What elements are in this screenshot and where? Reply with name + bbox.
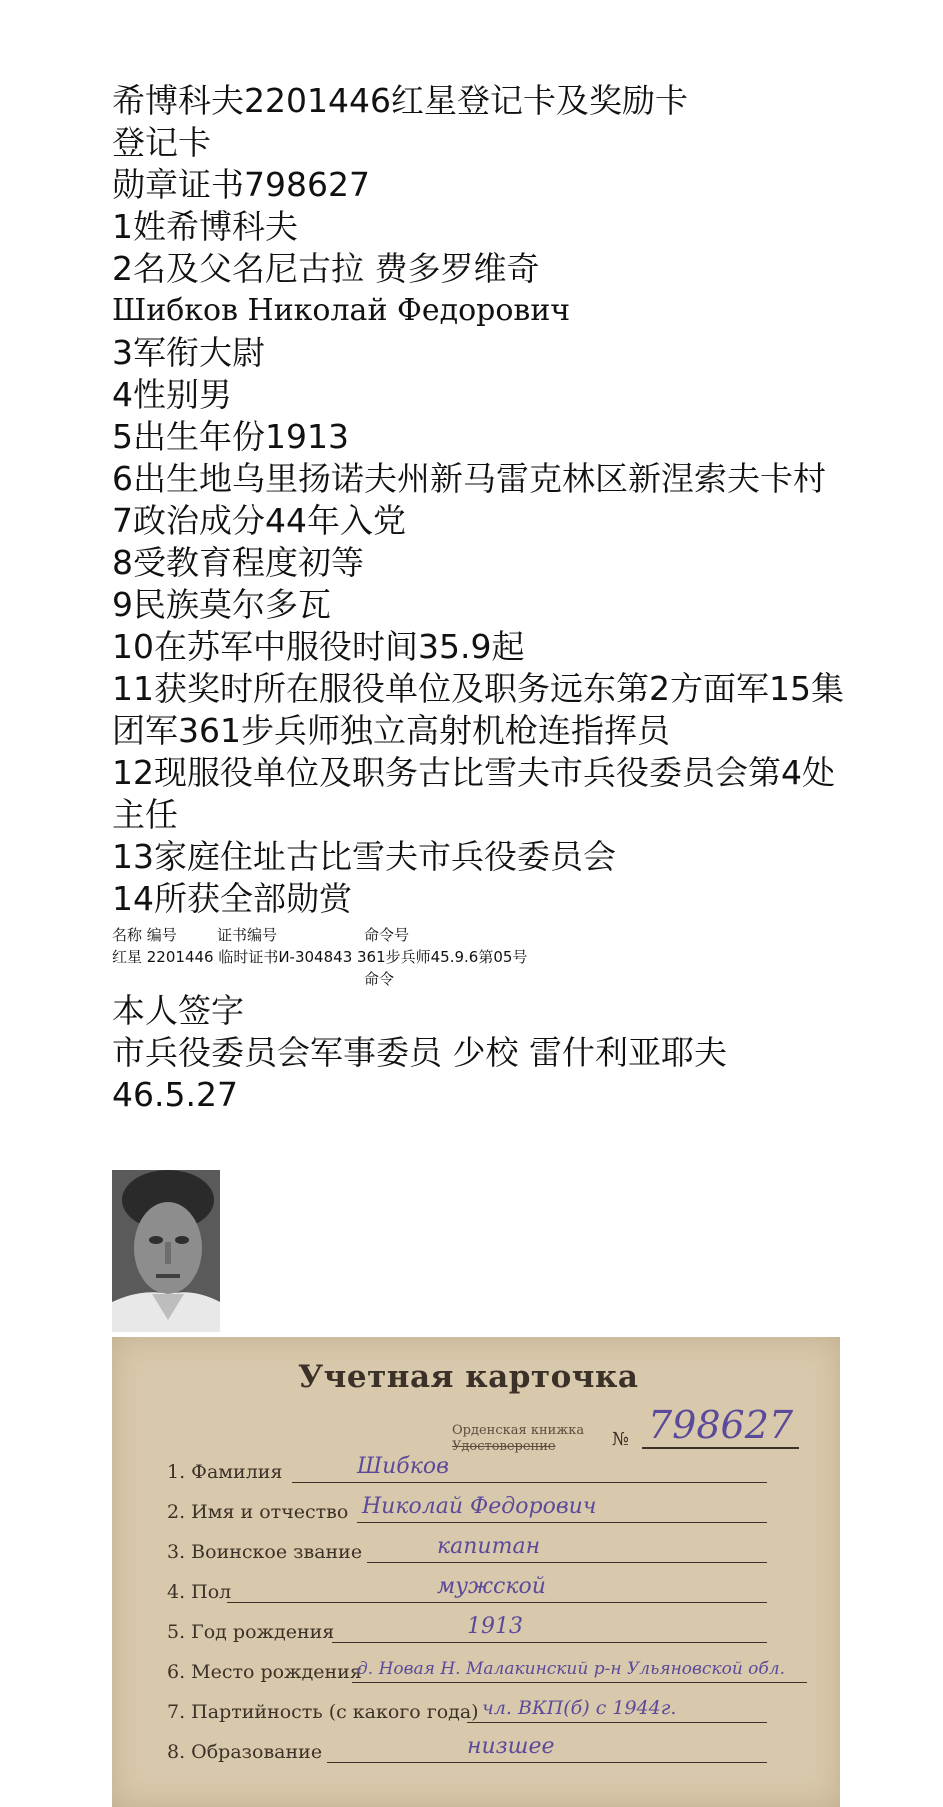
sex-line: 4性别男 <box>112 375 232 414</box>
awards-table <box>112 924 852 990</box>
card-field-sex <box>167 1575 827 1605</box>
date-line: 46.5.27 <box>112 1075 238 1114</box>
card-field-label: 5. Год рождения <box>167 1621 335 1643</box>
awards-table-header <box>112 924 852 946</box>
unit-at-award-line: 11获奖时所在服役单位及职务远东第2方面军15集团军361步兵师独立高射机枪连指挥员 <box>112 669 844 750</box>
awards-table-row <box>112 946 852 968</box>
awards-row-text: 红星 2201446 临时证书И-304843 361步兵师45.9.6第05号 <box>112 948 528 966</box>
russian-name-line: Шибков Николай Федорович <box>112 293 571 328</box>
awards-col-name: 名称 编号 <box>112 926 177 944</box>
card-field-label: 1. Фамилия <box>167 1461 283 1483</box>
signature-line: 本人签字 <box>112 991 244 1030</box>
card-field-value: низшее <box>467 1734 555 1759</box>
card-field-education <box>167 1735 827 1765</box>
awards-table-row-tail <box>112 968 852 990</box>
card-field-label: 4. Пол <box>167 1581 232 1603</box>
card-book-label-order: Орденская книжка <box>452 1423 585 1438</box>
card-field-birthplace <box>167 1655 827 1685</box>
birthplace-line: 6出生地乌里扬诺夫州新马雷克林区新涅索夫卡村 <box>112 459 826 498</box>
awards-col-order: 命令号 <box>364 926 410 944</box>
current-unit-line: 12现服役单位及职务古比雪夫市兵役委员会第4处主任 <box>112 753 835 834</box>
service-since-line: 10在苏军中服役时间35.9起 <box>112 627 525 666</box>
card-field-rank <box>167 1535 827 1565</box>
awards-row-tail: 命令 <box>364 970 395 988</box>
portrait-photo <box>112 1170 220 1332</box>
card-field-party <box>167 1695 827 1725</box>
card-field-label: 6. Место рождения <box>167 1661 362 1683</box>
doc-subtitle: 登记卡 <box>112 123 211 162</box>
card-field-label: 8. Образование <box>167 1741 323 1763</box>
card-field-value: д. Новая Н. Малакинский р-н Ульяновской обл. <box>357 1659 786 1679</box>
rank-line: 3军衔大尉 <box>112 333 265 372</box>
card-book-label-cert: Удостоверение <box>452 1439 556 1454</box>
card-field-birth-year <box>167 1615 827 1645</box>
card-field-value: 1913 <box>467 1614 523 1639</box>
card-field-value: мужской <box>437 1574 546 1599</box>
card-field-label: 3. Воинское звание <box>167 1541 363 1563</box>
medal-certificate-line: 勋章证书798627 <box>112 165 370 204</box>
card-field-label: 2. Имя и отчество <box>167 1501 349 1523</box>
signer-line: 市兵役委员会军事委员 少校 雷什利亚耶夫 <box>112 1033 727 1072</box>
card-title: Учетная карточка <box>298 1359 639 1395</box>
card-book-labels <box>452 1423 584 1455</box>
birth-year-line: 5出生年份1913 <box>112 417 349 456</box>
card-field-value: капитан <box>437 1534 541 1559</box>
card-field-value: чл. ВКП(б) с 1944г. <box>482 1697 677 1719</box>
name-line: 2名及父名尼古拉 费多罗维奇 <box>112 249 540 288</box>
card-field-name <box>167 1495 827 1525</box>
card-field-label: 7. Партийность (с какого года) <box>167 1701 479 1723</box>
awards-col-cert: 证书编号 <box>217 926 278 944</box>
card-field-surname <box>167 1455 827 1485</box>
party-line: 7政治成分44年入党 <box>112 501 406 540</box>
card-field-value: Шибков <box>357 1454 449 1479</box>
card-number: 798627 <box>642 1403 799 1449</box>
registration-card-scan <box>112 1337 840 1807</box>
address-line: 13家庭住址古比雪夫市兵役委员会 <box>112 837 616 876</box>
ethnicity-line: 9民族莫尔多瓦 <box>112 585 331 624</box>
card-field-value: Николай Федорович <box>362 1494 597 1519</box>
education-line: 8受教育程度初等 <box>112 543 364 582</box>
doc-title: 希博科夫2201446红星登记卡及奖励卡 <box>112 81 688 120</box>
card-number-label: № <box>612 1429 630 1450</box>
awards-line: 14所获全部勋赏 <box>112 879 352 918</box>
surname-line: 1姓希博科夫 <box>112 207 298 246</box>
document-text <box>112 80 852 1116</box>
